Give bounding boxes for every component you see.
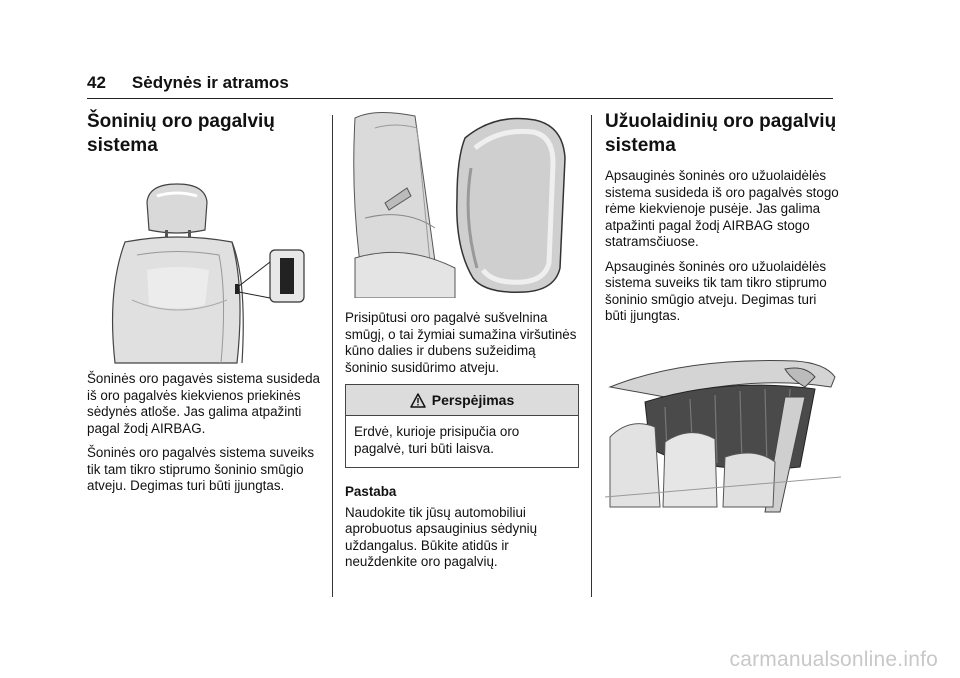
section-title-line: sistema	[605, 135, 676, 156]
curtain-airbag-section	[605, 110, 841, 517]
inflated-side-airbag-illustration	[345, 108, 581, 298]
curtain-airbag-illustration	[605, 347, 841, 517]
paragraph: Šoninės oro pagalvės sistema suveiks tik tam tikro stiprumo šoninio smūgio atveju. Degimas turi būti įjungtas.	[87, 445, 315, 493]
section-title-line: Užuolaidinių oro pagalvių	[605, 111, 837, 132]
side-airbag-section	[87, 110, 323, 503]
warning-triangle-icon	[410, 393, 426, 408]
airbag-label-tag	[280, 332, 294, 368]
paragraph: Apsauginės šoninės oro užuolaidėlės sistema suveiks tik tam tikro stiprumo šoninio smūgio atveju. Degimas turi būti įjungtas.	[605, 258, 827, 323]
airbag-inflation-section	[345, 108, 581, 579]
section-title-line: Šoninių oro pagalvių	[87, 111, 275, 132]
paragraph: Šoninės oro pagavės sistema susideda iš oro pagalvės kiekvienos priekinės sėdynės atloše. Jas galima atpažinti pagal žodį AIRBAG.	[87, 371, 320, 436]
warning-body	[346, 416, 578, 467]
watermark: carmanualsonline.info	[729, 648, 938, 671]
note-title: Pastaba	[345, 484, 397, 499]
warning-header	[346, 385, 578, 416]
column-divider	[591, 115, 592, 597]
paragraph: Apsauginės šoninės oro užuolaidėlės sistema susideda iš oro pagalvės stogo rėme kiekvienoje pusėje. Jas galima atpažinti pagal žodį AIRBAG stogo statramsčiuose.	[605, 168, 839, 249]
section-title	[87, 110, 323, 158]
paragraph: Prisipūtusi oro pagalvė sušvelnina smūgį, o tai žymiai sumažina viršutinės kūno dalies ir dubens sužeidimą šoninio susidūrimo atveju.	[345, 310, 577, 375]
warning-title: Perspėjimas	[431, 392, 515, 408]
section-title	[605, 110, 841, 158]
warning-box	[345, 384, 579, 468]
section-title-line: sistema	[87, 135, 158, 156]
note-text: Naudokite tik jūsų automobiliui aprobuotus apsauginius sėdynių uždangalus. Būkite atidūs ir neuždenkite oro pagalvių.	[345, 504, 538, 569]
column-divider	[332, 115, 333, 597]
airbag-label-text: AIRBAG	[284, 340, 291, 360]
chapter-title: Sėdynės ir atramos	[131, 73, 289, 92]
page-header	[87, 68, 833, 99]
warning-text: Erdvė, kurioje prisipučia oro pagalvė, turi būti laisva.	[354, 424, 520, 456]
page-number: 42	[87, 73, 106, 92]
